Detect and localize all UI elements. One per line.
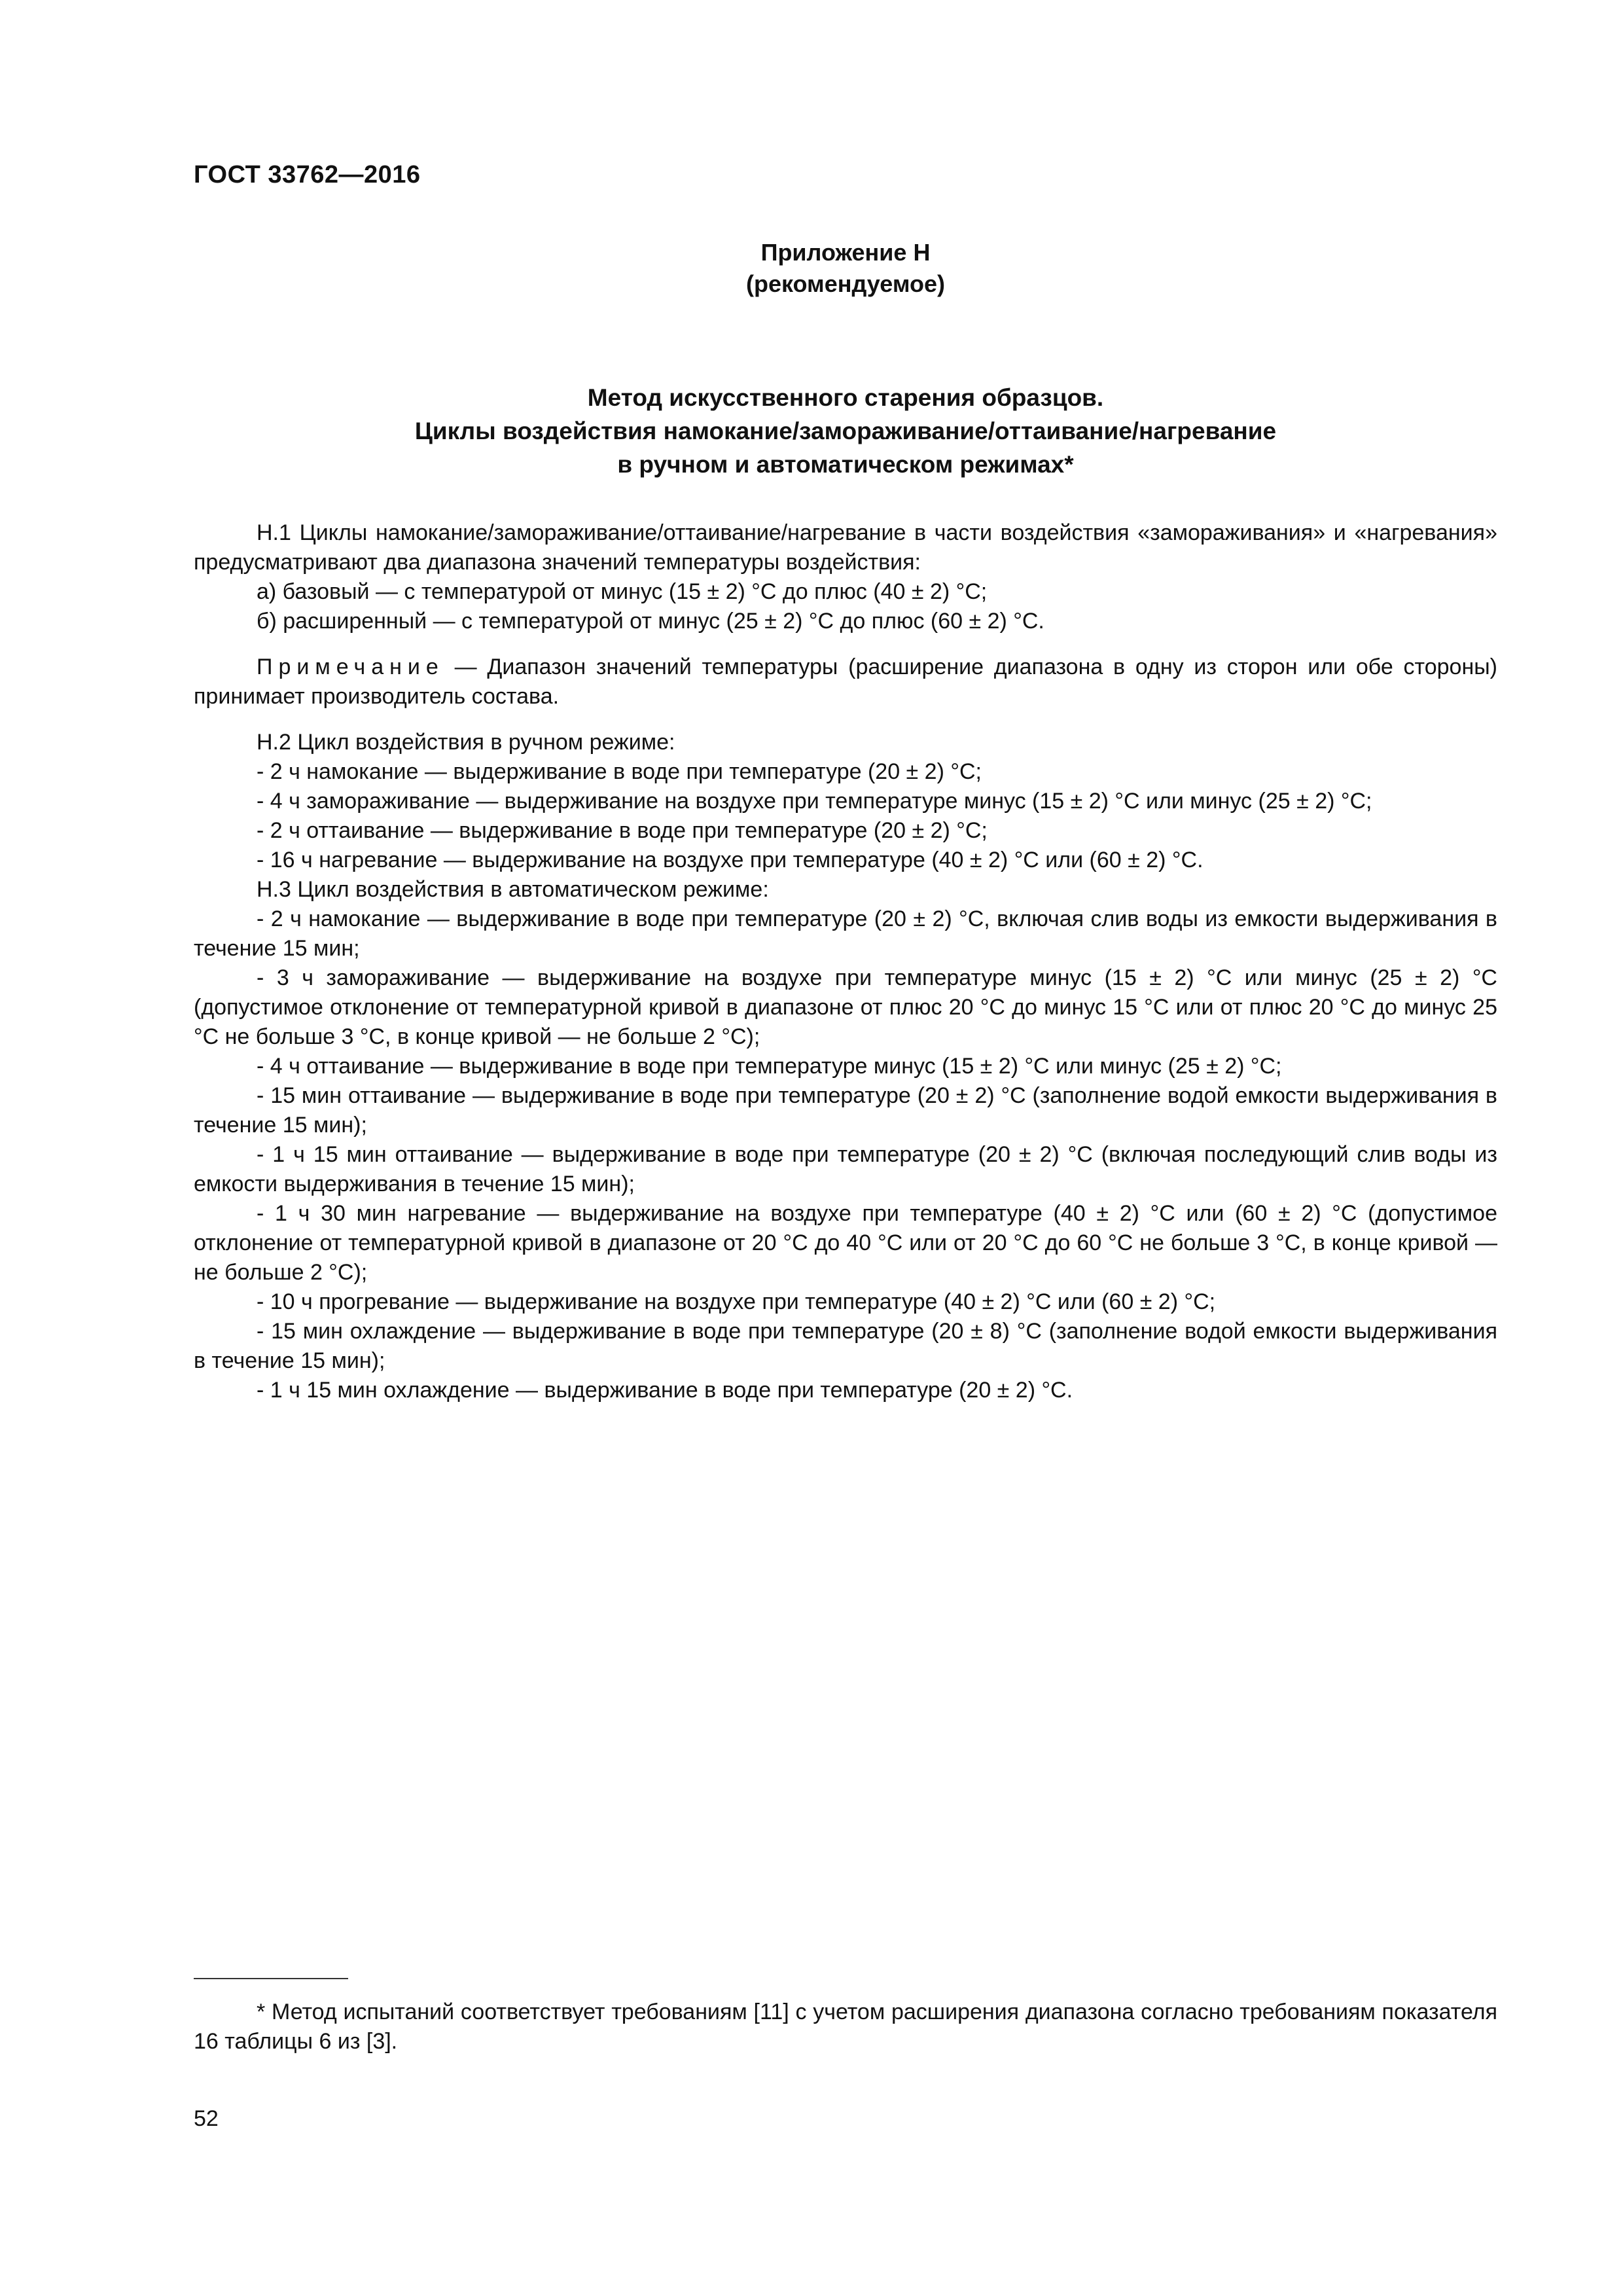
footnote: * Метод испытаний соответствует требованиям [11] с учетом расширения диапазона согласно требованиям показателя 16 таблицы 6 из [3]. [194,2000,1497,2054]
list-item: - 10 ч прогревание — выдерживание на воздухе при температуре (40 ± 2) °С или (60 ± 2) °С; [257,1289,1216,1314]
list-item: - 2 ч оттаивание — выдерживание в воде при температуре (20 ± 2) °С; [257,818,988,843]
body-text [194,518,1497,1405]
title-line-2: Циклы воздействия намокание/замораживание/оттаивание/нагревание [414,418,1277,444]
note-label: Примечание [257,655,444,679]
appendix-heading [194,237,1497,300]
footnote-separator [194,1978,348,1979]
document-code-header: ГОСТ 33762—2016 [194,161,421,188]
list-item: - 1 ч 15 мин охлаждение — выдерживание в воде при температуре (20 ± 2) °С. [257,1378,1073,1403]
list-item: - 4 ч замораживание — выдерживание на воздухе при температуре минус (15 ± 2) °С или минус (25 ± 2) °С; [257,789,1372,814]
list-item: - 2 ч намокание — выдерживание в воде при температуре (20 ± 2) °С, включая слив воды из емкости выдерживания в течение 15 мин; [194,906,1497,961]
clause-h2-heading: Н.2 Цикл воздействия в ручном режиме: [257,730,675,755]
section-title [194,381,1497,481]
list-item: - 1 ч 30 мин нагревание — выдерживание на воздухе при температуре (40 ± 2) °С или (60 ± 2) °С (допустимое отклонение от температурной кривой в диапазоне от 20 °С до 40 °С или от 20 °С до 60 °С не больше 3 °С, в конце кривой — не больше 2 °С); [194,1201,1497,1285]
appendix-status: (рекомендуемое) [746,270,945,297]
note-paragraph [194,653,1497,711]
list-item: - 16 ч нагревание — выдерживание на воздухе при температуре (40 ± 2) °С или (60 ± 2) °С. [257,848,1204,872]
title-line-1: Метод искусственного старения образцов. [587,384,1104,411]
clause-h3-heading: Н.3 Цикл воздействия в автоматическом режиме: [257,877,769,902]
list-item: - 15 мин оттаивание — выдерживание в воде при температуре (20 ± 2) °С (заполнение водой емкости выдерживания в течение 15 мин); [194,1083,1497,1138]
title-line-3: в ручном и автоматическом режимах* [617,451,1074,478]
page-number: 52 [194,2106,219,2131]
list-item: - 4 ч оттаивание — выдерживание в воде при температуре минус (15 ± 2) °С или минус (25 ± 2) °С; [257,1054,1282,1079]
list-item: - 3 ч замораживание — выдерживание на воздухе при температуре минус (15 ± 2) °С или минус (25 ± 2) °С (допустимое отклонение от температурной кривой в диапазоне от плюс 20 °С до минус 15 °С или от плюс 20 °С до минус 25 °С не больше 3 °С, в конце кривой — не больше 2 °С); [194,965,1497,1049]
appendix-label: Приложение Н [760,239,931,266]
list-item: - 1 ч 15 мин оттаивание — выдерживание в воде при температуре (20 ± 2) °С (включая последующий слив воды из емкости выдерживания в течение 15 мин); [194,1142,1497,1196]
list-item: - 15 мин охлаждение — выдерживание в воде при температуре (20 ± 8) °С (заполнение водой емкости выдерживания в течение 15 мин); [194,1319,1497,1373]
clause-h1-intro: Н.1 Циклы намокание/замораживание/оттаивание/нагревание в части воздействия «замораживания» и «нагревания» предусматривают два диапазона значений температуры воздействия: [194,520,1497,575]
clause-h1-item-a: а) базовый — с температурой от минус (15 ± 2) °С до плюс (40 ± 2) °С; [257,579,988,604]
note-text: — Диапазон значений температуры (расширение диапазона в одну из сторон или обе стороны) принимает производитель состава. [194,655,1497,709]
list-item: - 2 ч намокание — выдерживание в воде при температуре (20 ± 2) °С; [257,759,982,784]
clause-h1-item-b: б) расширенный — с температурой от минус (25 ± 2) °С до плюс (60 ± 2) °С. [257,609,1044,634]
